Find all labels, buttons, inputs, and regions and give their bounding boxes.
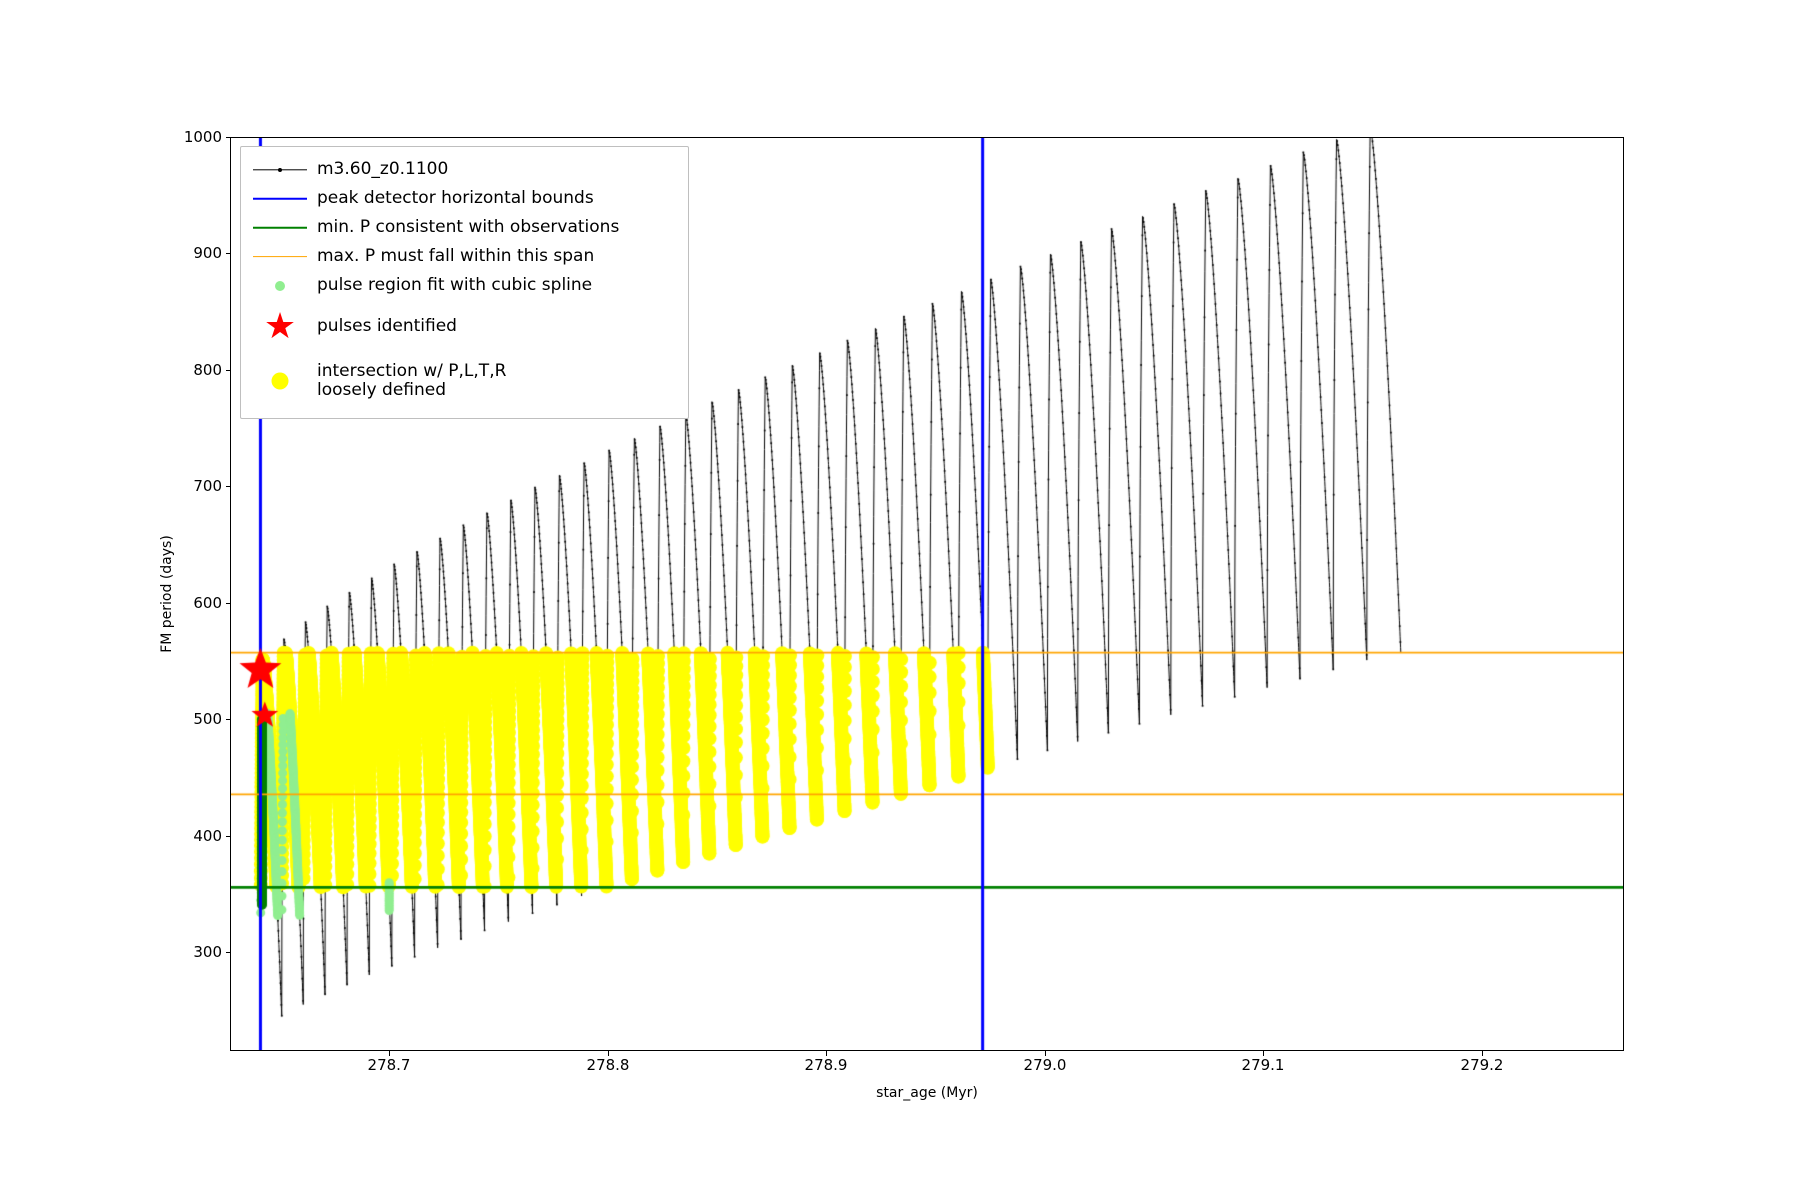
y-tick-label: 1000 — [183, 128, 222, 146]
legend-item-intersection — [251, 354, 678, 408]
legend-label: min. P consistent with observations — [317, 216, 620, 237]
legend — [240, 146, 689, 419]
legend-label-line2: loosely defined — [317, 380, 447, 400]
x-tick-label: 279.1 — [1241, 1056, 1285, 1074]
legend-label-line1: intersection w/ P,L,T,R — [317, 360, 507, 381]
y-tick-label: 900 — [193, 244, 222, 262]
legend-item-model — [251, 155, 678, 184]
legend-label — [317, 362, 506, 400]
legend-label: pulses identified — [317, 316, 457, 337]
y-tick-label: 800 — [193, 361, 222, 379]
legend-item-spline-fit — [251, 271, 678, 300]
orange-line-icon — [251, 243, 309, 271]
legend-item-min-p — [251, 213, 678, 242]
y-tick-label: 500 — [193, 710, 222, 728]
legend-label: m3.60_z0.1100 — [317, 158, 449, 179]
x-tick-mark — [1263, 1051, 1264, 1056]
y-tick-label: 700 — [193, 477, 222, 495]
legend-label: pulse region fit with cubic spline — [317, 274, 593, 295]
legend-item-peak-bounds — [251, 184, 678, 213]
x-tick-mark — [826, 1051, 827, 1056]
x-tick-label: 279.2 — [1460, 1056, 1504, 1074]
x-tick-label: 279.0 — [1023, 1056, 1067, 1074]
x-tick-mark — [1045, 1051, 1046, 1056]
legend-item-max-p — [251, 242, 678, 271]
x-tick-label: 278.9 — [804, 1056, 848, 1074]
green-dot-icon — [251, 272, 309, 300]
y-tick-label: 600 — [193, 594, 222, 612]
red-star-icon: ★ — [263, 306, 297, 347]
legend-label: peak detector horizontal bounds — [317, 187, 594, 208]
x-tick-mark — [1482, 1051, 1483, 1056]
x-axis-label: star_age (Myr) — [876, 1085, 978, 1101]
y-tick-label: 300 — [193, 943, 222, 961]
x-tick-label: 278.8 — [586, 1056, 630, 1074]
x-tick-mark — [389, 1051, 390, 1056]
green-line-icon — [251, 214, 309, 242]
blue-line-icon — [251, 185, 309, 213]
y-tick-label: 400 — [193, 827, 222, 845]
yellow-dot-icon — [251, 367, 309, 395]
x-tick-label: 278.7 — [367, 1056, 411, 1074]
y-axis-label: FM period (days) — [159, 535, 175, 653]
legend-label: max. P must fall within this span — [317, 245, 595, 266]
legend-item-pulses — [251, 300, 678, 354]
black-line-marker-icon — [251, 156, 309, 184]
x-tick-mark — [608, 1051, 609, 1056]
